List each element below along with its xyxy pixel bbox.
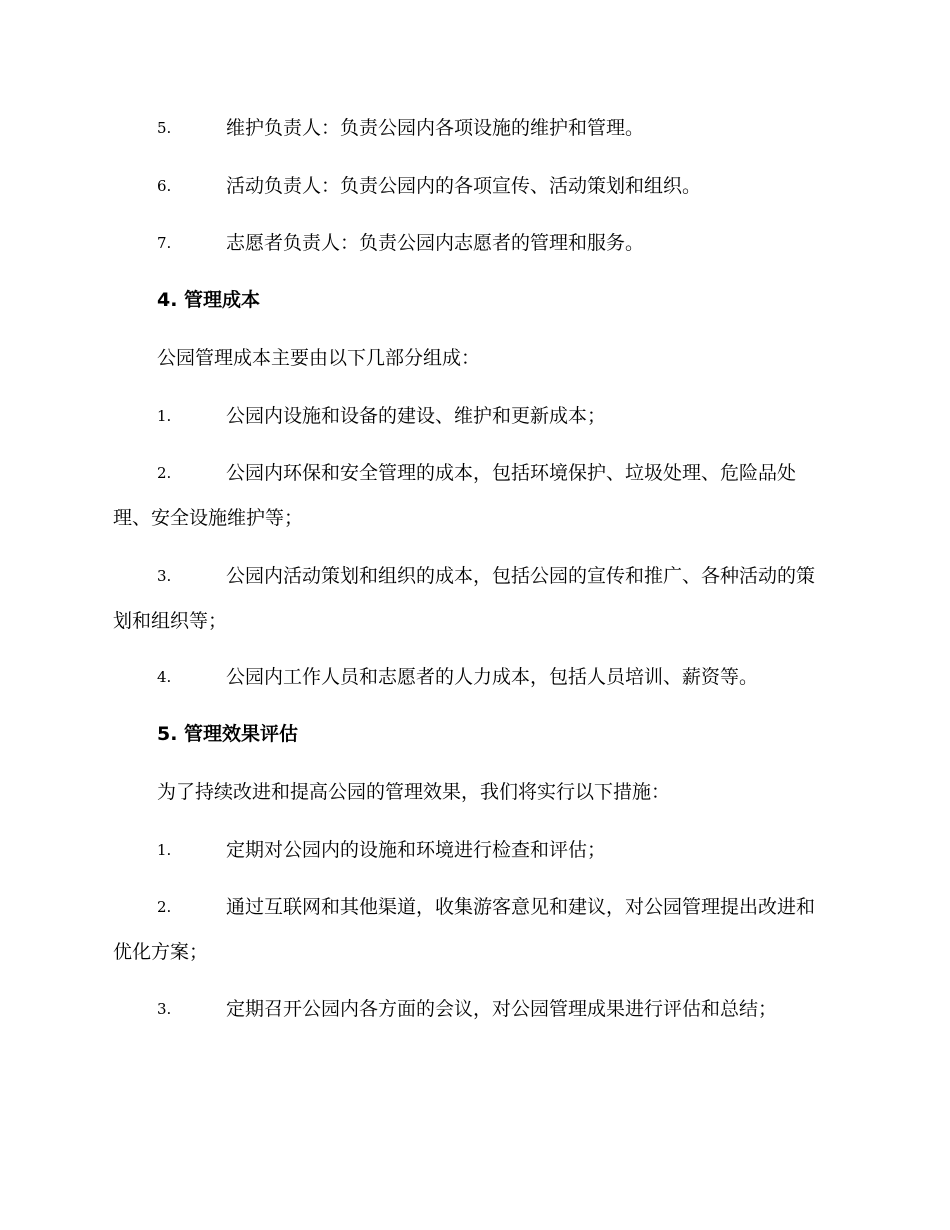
list-text: 志愿者负责人：负责公园内志愿者的管理和服务。 [226, 232, 645, 254]
list-item [113, 828, 833, 873]
list-text: 通过互联网和其他渠道，收集游客意见和建议，对公园管理提出改进和优化方案； [113, 896, 816, 963]
list-number: 2. [157, 464, 172, 482]
list-text: 公园内工作人员和志愿者的人力成本，包括人员培训、薪资等。 [226, 666, 759, 688]
paragraph: 公园管理成本主要由以下几部分组成： [157, 347, 481, 369]
paragraph: 为了持续改进和提高公园的管理效果，我们将实行以下措施： [157, 781, 671, 803]
list-number: 6. [157, 177, 172, 195]
list-item [113, 164, 833, 209]
list-number: 2. [157, 898, 172, 916]
list-item [113, 451, 833, 541]
list-text: 维护负责人：负责公园内各项设施的维护和管理。 [226, 117, 645, 139]
section-heading-evaluation: 5. 管理效果评估 [157, 723, 299, 745]
list-number: 1. [157, 407, 172, 425]
list-text: 定期召开公园内各方面的会议，对公园管理成果进行评估和总结； [226, 998, 778, 1020]
list-number: 1. [157, 841, 172, 859]
list-number: 5. [157, 119, 172, 137]
list-text: 定期对公园内的设施和环境进行检查和评估； [226, 839, 607, 861]
list-item [113, 394, 833, 439]
list-text: 活动负责人：负责公园内的各项宣传、活动策划和组织。 [226, 175, 702, 197]
list-number: 7. [157, 234, 172, 252]
list-item [113, 554, 833, 644]
list-item [113, 106, 833, 151]
list-item [113, 221, 833, 266]
list-text: 公园内环保和安全管理的成本，包括环境保护、垃圾处理、危险品处理、安全设施维护等； [113, 462, 797, 529]
list-number: 3. [157, 1000, 172, 1018]
list-text: 公园内活动策划和组织的成本，包括公园的宣传和推广、各种活动的策划和组织等； [113, 565, 816, 632]
list-number: 4. [157, 668, 172, 686]
list-item [113, 655, 833, 700]
list-number: 3. [157, 567, 172, 585]
section-heading-management-cost: 4. 管理成本 [157, 289, 261, 311]
list-item [113, 885, 833, 975]
list-item [113, 987, 833, 1032]
list-text: 公园内设施和设备的建设、维护和更新成本； [226, 405, 607, 427]
